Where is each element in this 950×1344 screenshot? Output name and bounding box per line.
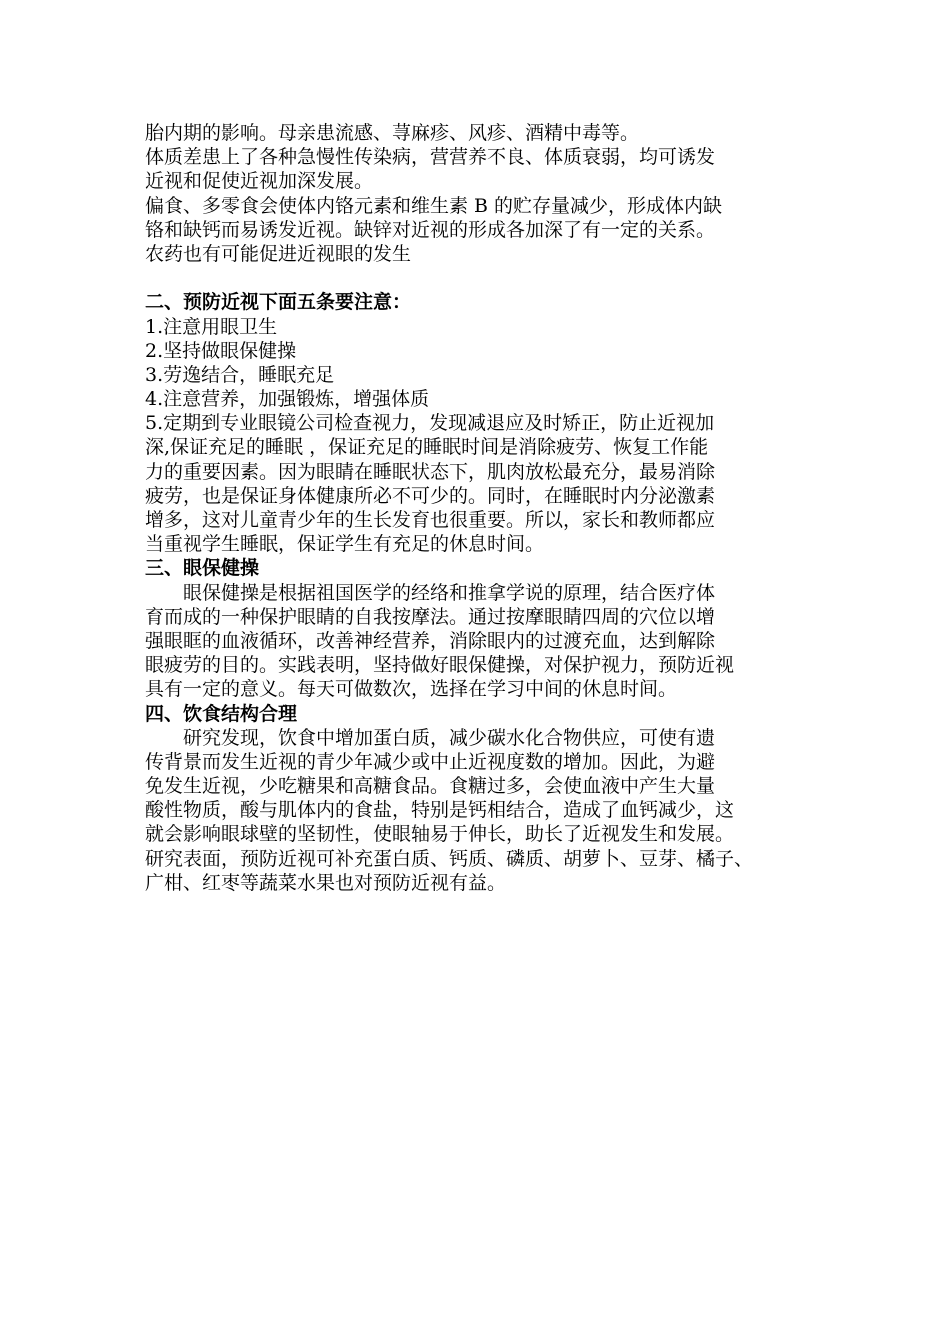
paragraph-line: 就会影响眼球壁的坚韧性，使眼轴易于伸长，助长了近视发生和发展。 [145, 823, 735, 846]
list-item-line: 深,保证充足的睡眠 ，保证充足的睡眠时间是消除疲劳、恢复工作能 [145, 436, 709, 459]
section-heading: 二、预防近视下面五条要注意： [145, 291, 412, 314]
intro-line: 胎内期的影响。母亲患流感、荨麻疹、风疹、酒精中毒等。 [145, 122, 640, 144]
intro-line: 偏食、多零食会使体内铬元素和维生素 B 的贮存量减少，形成体内缺 [145, 194, 723, 217]
intro-line: 近视和促使近视加深发展。 [145, 170, 374, 193]
section-eye-exercise [145, 556, 825, 701]
section-heading: 四、饮食结构合理 [145, 702, 298, 725]
list-item-line: 增多，这对儿童青少年的生长发育也很重要。所以，家长和教师都应 [145, 509, 716, 531]
paragraph-line: 育而成的一种保护眼睛的自我按摩法。通过按摩眼睛四周的穴位以增 [145, 605, 716, 628]
list-item-line: 力的重要因素。因为眼睛在睡眠状态下，肌肉放松最充分，最易消除 [145, 460, 716, 483]
section-prevention [145, 290, 825, 556]
paragraph-line: 眼保健操是根据祖国医学的经络和推拿学说的原理，结合医疗体 [183, 581, 716, 604]
list-item-line: 疲劳，也是保证身体健康所必不可少的。同时，在睡眠时内分泌激素 [145, 484, 716, 507]
list-item: 1.注意用眼卫生 [145, 315, 278, 338]
paragraph-line: 研究发现，饮食中增加蛋白质，减少碳水化合物供应，可使有遗 [183, 726, 716, 749]
paragraph-line: 强眼眶的血液循环，改善神经营养，消除眼内的过渡充血，达到解除 [145, 629, 716, 652]
intro-line: 农药也有可能促进近视眼的发生 [145, 242, 412, 265]
paragraph-line: 传背景而发生近视的青少年减少或中止近视度数的增加。因此，为避 [145, 750, 716, 773]
list-item: 4.注意营养，加强锻炼，增强体质 [145, 388, 430, 411]
list-item-line: 当重视学生睡眠，保证学生有充足的休息时间。 [145, 533, 545, 556]
paragraph-line: 眼疲劳的目的。实践表明，坚持做好眼保健操，对保护视力，预防近视 [145, 654, 735, 677]
paragraph-line: 酸性物质，酸与肌体内的食盐，特别是钙相结合，造成了血钙减少，这 [145, 799, 735, 822]
intro-line: 铬和缺钙而易诱发近视。缺锌对近视的形成各加深了有一定的关系。 [145, 218, 716, 241]
paragraph-line: 广柑、红枣等蔬菜水果也对预防近视有益。 [145, 871, 507, 894]
paragraph-line: 免发生近视，少吃糖果和高糖食品。食糖过多，会使血液中产生大量 [145, 775, 716, 798]
document-page [145, 121, 825, 895]
list-item: 3.劳逸结合，睡眠充足 [145, 363, 335, 386]
list-item: 2.坚持做眼保健操 [145, 339, 297, 362]
list-item-line: 5.定期到专业眼镜公司检查视力，发现减退应及时矫正，防止近视加 [145, 412, 715, 435]
paragraph-line: 研究表面，预防近视可补充蛋白质、钙质、磷质、胡萝卜、豆芽、橘子、 [145, 847, 754, 870]
intro-line: 体质差患上了各种急慢性传染病，营营养不良、体质衰弱，均可诱发 [145, 146, 716, 169]
blank-line [145, 266, 825, 290]
section-diet [145, 702, 825, 896]
intro-paragraph [145, 121, 825, 266]
paragraph-line: 具有一定的意义。每天可做数次，选择在学习中间的休息时间。 [145, 678, 678, 701]
section-heading: 三、眼保健操 [145, 557, 260, 580]
